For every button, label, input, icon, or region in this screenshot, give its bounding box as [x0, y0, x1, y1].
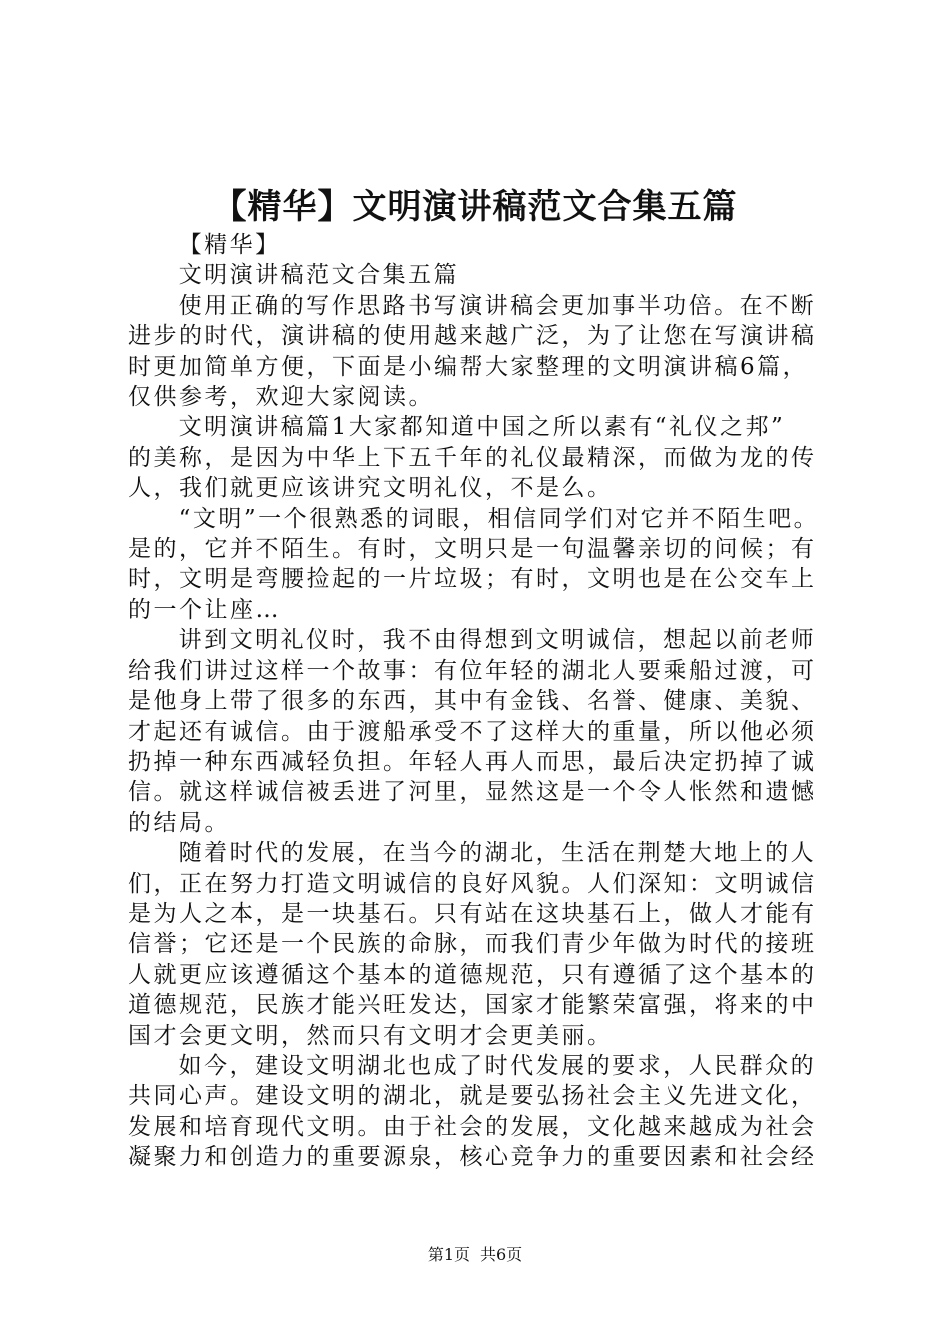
text-line: 是的，它并不陌生。有时，文明只是一句温馨亲切的问候；有 — [128, 536, 817, 563]
text-line: 是为人之本，是一块基石。只有站在这块基石上，做人才能有 — [128, 900, 817, 927]
text-line: 仅供参考，欢迎大家阅读。 — [128, 384, 434, 411]
text-line: 的美称，是因为中华上下五千年的礼仪最精深，而做为龙的传 — [128, 444, 817, 471]
text-line: “文明”一个很熟悉的词眼，相信同学们对它并不陌生吧。 — [178, 505, 820, 532]
page-footer — [0, 1244, 950, 1266]
text-line: 进步的时代，演讲稿的使用越来越广泛，为了让您在写演讲稿 — [128, 323, 817, 350]
text-line: 文明演讲稿范文合集五篇 — [178, 262, 460, 289]
text-line: 人，我们就更应该讲究文明礼仪，不是么。 — [128, 475, 613, 502]
text-line: 如今，建设文明湖北也成了时代发展的要求，人民群众的 — [178, 1052, 817, 1079]
page-number: 第1页 — [427, 1245, 470, 1264]
page-total: 共6页 — [480, 1245, 523, 1264]
text-line: 凝聚力和创造力的重要源泉，核心竞争力的重要因素和社会经 — [128, 1144, 817, 1171]
text-line: 发展和培育现代文明。由于社会的发展，文化越来越成为社会 — [128, 1113, 817, 1140]
text-line: 讲到文明礼仪时，我不由得想到文明诚信，想起以前老师 — [178, 627, 817, 654]
text-line: 共同心声。建设文明的湖北，就是要弘扬社会主义先进文化， — [128, 1083, 817, 1110]
text-line: 文明演讲稿篇1大家都知道中国之所以素有“礼仪之邦” — [178, 414, 786, 441]
text-line: 人就更应该遵循这个基本的道德规范，只有遵循了这个基本的 — [128, 961, 817, 988]
text-line: 的结局。 — [128, 809, 230, 836]
text-line: 扔掉一种东西减轻负担。年轻人再人而思，最后决定扔掉了诚 — [128, 748, 817, 775]
text-line: 才起还有诚信。由于渡船承受不了这样大的重量，所以他必须 — [128, 718, 817, 745]
text-line: 信誉；它还是一个民族的命脉，而我们青少年做为时代的接班 — [128, 931, 817, 958]
text-line: 使用正确的写作思路书写演讲稿会更加事半功倍。在不断 — [178, 292, 817, 319]
text-line: 信。就这样诚信被丢进了河里，显然这是一个令人怅然和遗憾 — [128, 779, 817, 806]
document-body — [128, 230, 838, 1173]
text-line: 道德规范，民族才能兴旺发达，国家才能繁荣富强，将来的中 — [128, 992, 817, 1019]
text-line: 时更加简单方便，下面是小编帮大家整理的文明演讲稿6篇， — [128, 353, 809, 380]
text-line: 的一个让座… — [128, 596, 281, 623]
text-line: 是他身上带了很多的东西，其中有金钱、名誉、健康、美貌、 — [128, 688, 817, 715]
text-line: 给我们讲过这样一个故事：有位年轻的湖北人要乘船过渡，可 — [128, 657, 817, 684]
text-line: 国才会更文明，然而只有文明才会更美丽。 — [128, 1022, 613, 1049]
text-line: 随着时代的发展，在当今的湖北，生活在荆楚大地上的人 — [178, 840, 817, 867]
text-line: 【精华】 — [178, 232, 281, 258]
text-line: 们，正在努力打造文明诚信的良好风貌。人们深知：文明诚信 — [128, 870, 817, 897]
document-title: 【精华】文明演讲稿范文合集五篇 — [212, 187, 738, 227]
text-line: 时，文明是弯腰捡起的一片垃圾；有时，文明也是在公交车上 — [128, 566, 817, 593]
